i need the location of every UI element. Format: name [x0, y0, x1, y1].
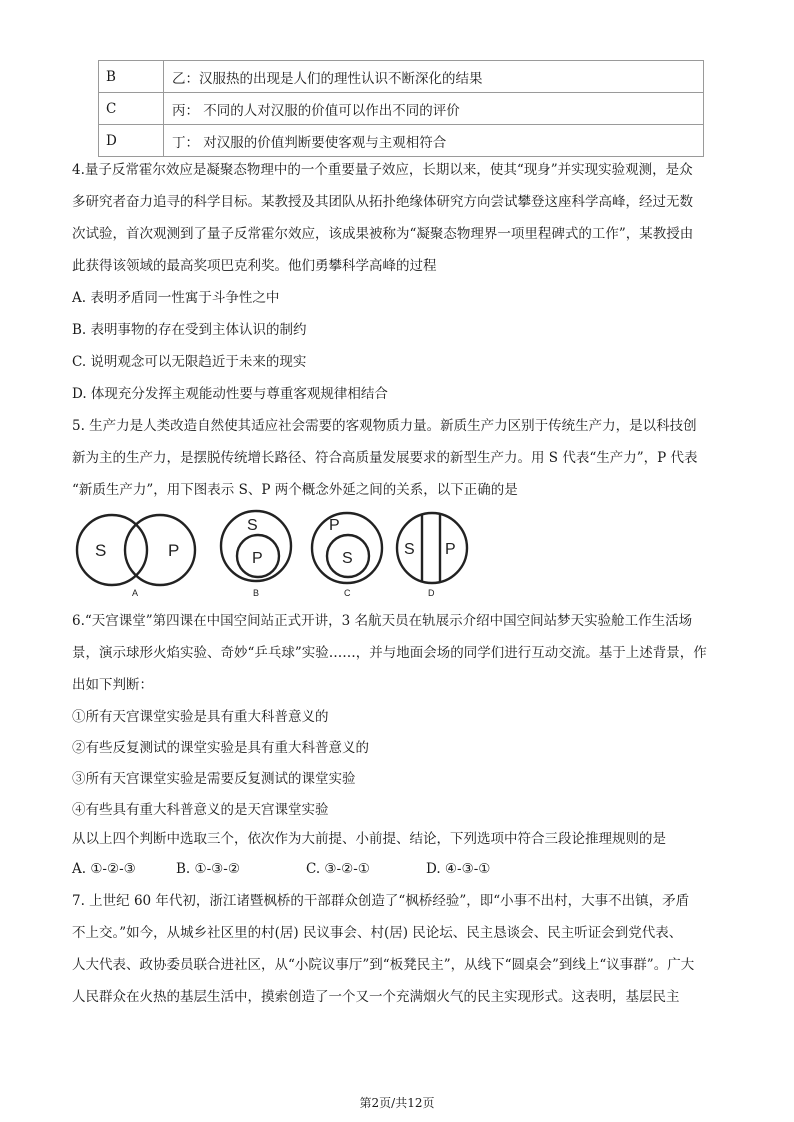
venn-option-b: [221, 511, 291, 598]
venn-circle-p: [312, 513, 382, 583]
q6-judgment: ③所有天宫课堂实验是需要反复测试的课堂实验: [72, 771, 356, 787]
q6-text-line: 6.“天宫课堂”第四课在中国空间站正式开讲，3 名航天员在轨展示介绍中国空间站梦天实验舱工作生活场: [72, 613, 693, 629]
venn-caption: A: [132, 588, 139, 598]
option-key: D: [99, 125, 164, 157]
table-row: [99, 61, 704, 93]
q7-text-line: 不上交。”如今，从城乡社区里的村(居) 民议事会、村(居) 民论坛、民主恳谈会、民主听证会到党代表、: [72, 925, 683, 941]
q6-judgment: ①所有天宫课堂实验是具有重大科普意义的: [72, 709, 329, 725]
q4-option-c: C. 说明观念可以无限趋近于未来的现实: [72, 354, 307, 370]
table-row: [99, 93, 704, 125]
venn-label: S: [404, 541, 415, 558]
table-row: [99, 125, 704, 157]
venn-option-d: [397, 513, 467, 598]
q4-text-line: 次试验，首次观测到了量子反常霍尔效应，该成果被称为“凝聚态物理界一项里程碑式的工作”，某教授由: [72, 226, 694, 242]
venn-circle-p: [125, 515, 195, 585]
venn-label: S: [95, 541, 107, 560]
q6-text-line: 出如下判断：: [72, 677, 153, 693]
q4-text-line: 4.量子反常霍尔效应是凝聚态物理中的一个重要量子效应，长期以来，使其“现身”并实现实验观测，是众: [72, 162, 693, 178]
venn-option-c: [312, 513, 382, 598]
q5-text-line: “新质生产力”，用下图表示 S、P 两个概念外延之间的关系，以下正确的是: [72, 482, 518, 498]
page-number: 第2页/共12页: [359, 1096, 435, 1110]
q6-choice-c: C. ③-②-①: [306, 861, 370, 877]
q6-judgment: ②有些反复测试的课堂实验是具有重大科普意义的: [72, 740, 369, 756]
venn-label: S: [247, 517, 258, 534]
q6-choice-b: B. ①-③-②: [176, 861, 240, 877]
q4-text-line: 多研究者奋力追寻的科学目标。某教授及其团队从拓扑绝缘体研究方向尝试攀登这座科学高峰，经过无数: [72, 194, 693, 210]
q6-question: 从以上四个判断中选取三个，依次作为大前提、小前提、结论，下列选项中符合三段论推理规则的是: [72, 831, 666, 847]
option-text: 丁： 对汉服的价值判断要使客观与主观相符合: [164, 125, 704, 157]
venn-option-a: [77, 515, 195, 598]
q5-text-line: 新为主的生产力，是摆脱传统增长路径、符合高质量发展要求的新型生产力。用 S 代表“生产力”，P 代表: [72, 450, 698, 466]
venn-label: P: [168, 541, 180, 560]
q7-text-line: 人大代表、政协委员联合进社区，从“小院议事厅”到“板凳民主”，从线下“圆桌会”到线上“议事群”。广大: [72, 957, 695, 973]
option-key: C: [99, 93, 164, 125]
q7-text-line: 人民群众在火热的基层生活中，摸索创造了一个又一个充满烟火气的民主实现形式。这表明，基层民主: [72, 989, 680, 1005]
q4-option-a: A. 表明矛盾同一性寓于斗争性之中: [72, 290, 280, 306]
q6-judgment: ④有些具有重大科普意义的是天宫课堂实验: [72, 802, 329, 818]
venn-caption: C: [344, 588, 351, 598]
q6-text-line: 景，演示球形火焰实验、奇妙“乒乓球”实验……，并与地面会场的同学们进行互动交流。基于上述背景，作: [72, 645, 707, 661]
option-text: 乙：汉服热的出现是人们的理性认识不断深化的结果: [164, 61, 704, 93]
q5-text-line: 5. 生产力是人类改造自然使其适应社会需要的客观物质力量。新质生产力区别于传统生产力，是以科技创: [72, 418, 697, 434]
venn-label: S: [342, 550, 353, 567]
venn-label: P: [252, 550, 263, 567]
venn-label: P: [329, 517, 340, 534]
venn-caption: B: [253, 588, 260, 598]
q6-choice-a: A. ①-②-③: [72, 861, 136, 877]
q4-text-line: 此获得该领域的最高奖项巴克利奖。他们勇攀科学高峰的过程: [72, 258, 437, 274]
q4-option-b: B. 表明事物的存在受到主体认识的制约: [72, 322, 307, 338]
venn-caption: D: [428, 588, 435, 598]
q7-text-line: 7. 上世纪 60 年代初，浙江诸暨枫桥的干部群众创造了“枫桥经验”，即“小事不出村，大事不出镇，矛盾: [72, 893, 690, 909]
q6-choice-d: D. ④-③-①: [426, 861, 491, 877]
venn-diagram-figure: [72, 508, 472, 600]
option-table: [98, 60, 704, 157]
venn-label: P: [445, 541, 456, 558]
option-key: B: [99, 61, 164, 93]
option-text: 丙： 不同的人对汉服的价值可以作出不同的评价: [164, 93, 704, 125]
q4-option-d: D. 体现充分发挥主观能动性要与尊重客观规律相结合: [72, 386, 388, 402]
